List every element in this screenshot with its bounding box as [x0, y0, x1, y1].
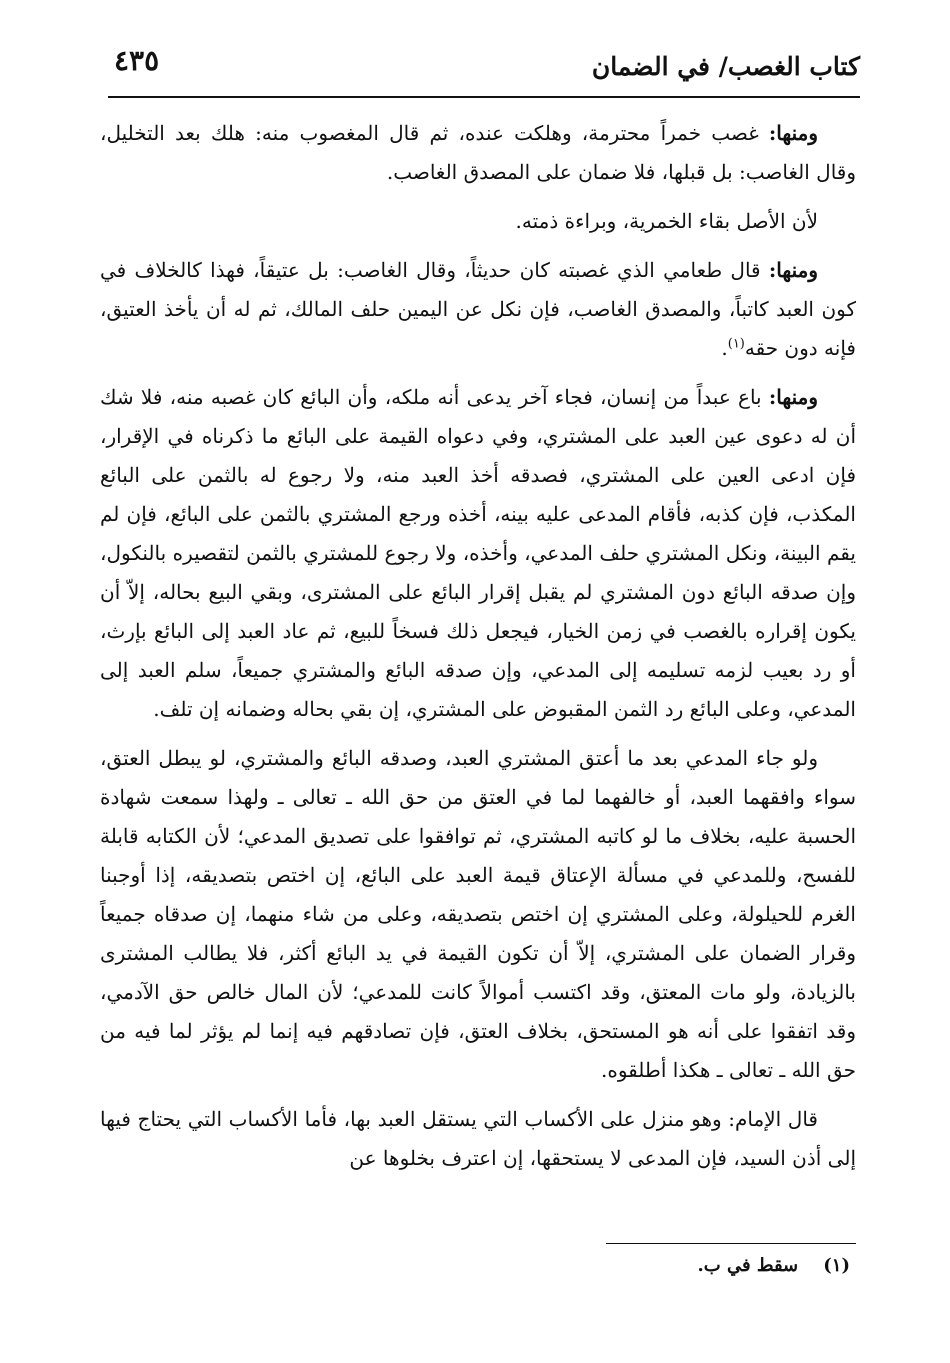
footnote-number: (١)	[823, 1255, 850, 1276]
paragraph-lead: ومنها:	[768, 121, 818, 145]
footnote	[698, 1255, 850, 1276]
footnote-text: سقط في ب.	[697, 1255, 799, 1276]
paragraph-lead: ومنها:	[768, 258, 818, 282]
paragraph-6	[100, 1100, 856, 1178]
paragraph-1	[100, 114, 856, 192]
paragraph-text: قال الإمام: وهو منزل على الأكساب التي يستقل العبد بها، فأما الأكساب التي يحتاج فيها إلى أذن السيد، فإن المدعى لا يستحقها، إن اعترف بخلوها عن	[100, 1107, 856, 1170]
paragraph-2	[100, 202, 856, 241]
page-header	[108, 40, 860, 98]
paragraph-lead: ومنها:	[768, 385, 818, 409]
paragraph-4	[100, 378, 856, 729]
paragraph-tail: .	[721, 336, 728, 360]
footnote-divider	[606, 1243, 856, 1244]
paragraph-5	[100, 739, 856, 1090]
main-text	[100, 114, 856, 1188]
running-title: كتاب الغصب/ في الضمان	[591, 52, 860, 81]
paragraph-text: لأن الأصل بقاء الخمرية، وبراءة ذمته.	[515, 209, 818, 233]
paragraph-3	[100, 251, 856, 368]
paragraph-text: ولو جاء المدعي بعد ما أعتق المشتري العبد، وصدقه البائع والمشتري، لو يبطل العتق، سواء وافقهما العبد، أو خالفهما لما في العتق من حق الله ـ تعالى ـ ولهذا سمعت شهادة الحسبة عليه، بخلاف ما لو كاتبه المشتري، ثم توافقوا على تصديق المدعي؛ لأن الكتابه قابلة للفسح، وللمدعي في مسألة الإعتاق قيمة العبد على البائع، إن اختص بتصديقه، إذا أوجبنا الغرم للحيلولة، وعلى المشتري إن اختص بتصديقه، وعلى من شاء منهما، إن صدقاه جميعاً وقرار الضمان على المشتري، إلاّ أن تكون القيمة في يد البائع أكثر، فلا يطالب المشترى بالزيادة، ولو مات المعتق، وقد اكتسب أموالاً كانت للمدعي؛ لأن المال خالص حق الآدمي، وقد اتفقوا على أنه هو المستحق، بخلاف العتق، فإن تصادقهم فيه إنما لم يؤثر لما فيه من حق الله ـ تعالى ـ هكذا أطلقوه.	[100, 746, 856, 1082]
footnote-reference[interactable]: (١)	[727, 336, 745, 352]
paragraph-text: غصب خمراً محترمة، وهلكت عنده، ثم قال المغصوب منه: هلك بعد التخليل، وقال الغاصب: بل قبلها، فلا ضمان على المصدق الغاصب.	[100, 121, 856, 184]
page-number: ٤٣٥	[114, 44, 160, 77]
paragraph-text: باع عبداً من إنسان، فجاء آخر يدعى أنه ملكه، وأن البائع كان غصبه منه، فلا شك أن له دعوى عين العبد على المشتري، وفي دعواه القيمة على البائع ما ذكرناه في الإقرار، فإن ادعى العين على المشتري، فصدقه أخذ العبد منه، ولا رجوع له بالثمن على البائع المكذب، فإن كذبه، فأقام المدعى عليه بينه، أخذه ورجع المشتري بالثمن على البائع، فإن لم يقم البينة، ونكل المشتري حلف المدعي، وأخذه، ولا رجوع للمشتري بالثمن لتقصيره بالنكول، وإن صدقه البائع دون المشتري لم يقبل إقرار البائع على المشترى، وبقي البيع بحاله، إلاّ أن يكون إقراره بالغصب في زمن الخيار، فيجعل ذلك فسخاً للبيع، ثم عاد العبد إلى البائع بإرث، أو رد بعيب لزمه تسليمه إلى المدعي، وإن صدقه البائع والمشتري جميعاً، سلم العبد إلى المدعي، وعلى البائع رد الثمن المقبوض على المشتري، إن بقي بحاله وضمانه إن تلف.	[100, 385, 856, 721]
paragraph-text: قال طعامي الذي غصبته كان حديثاً، وقال الغاصب: بل عتيقاً، فهذا كالخلاف في كون العبد كاتباً، والمصدق الغاصب، فإن نكل عن اليمين حلف المالك، ثم له أن يأخذ العتيق، فإنه دون حقه	[100, 258, 856, 360]
